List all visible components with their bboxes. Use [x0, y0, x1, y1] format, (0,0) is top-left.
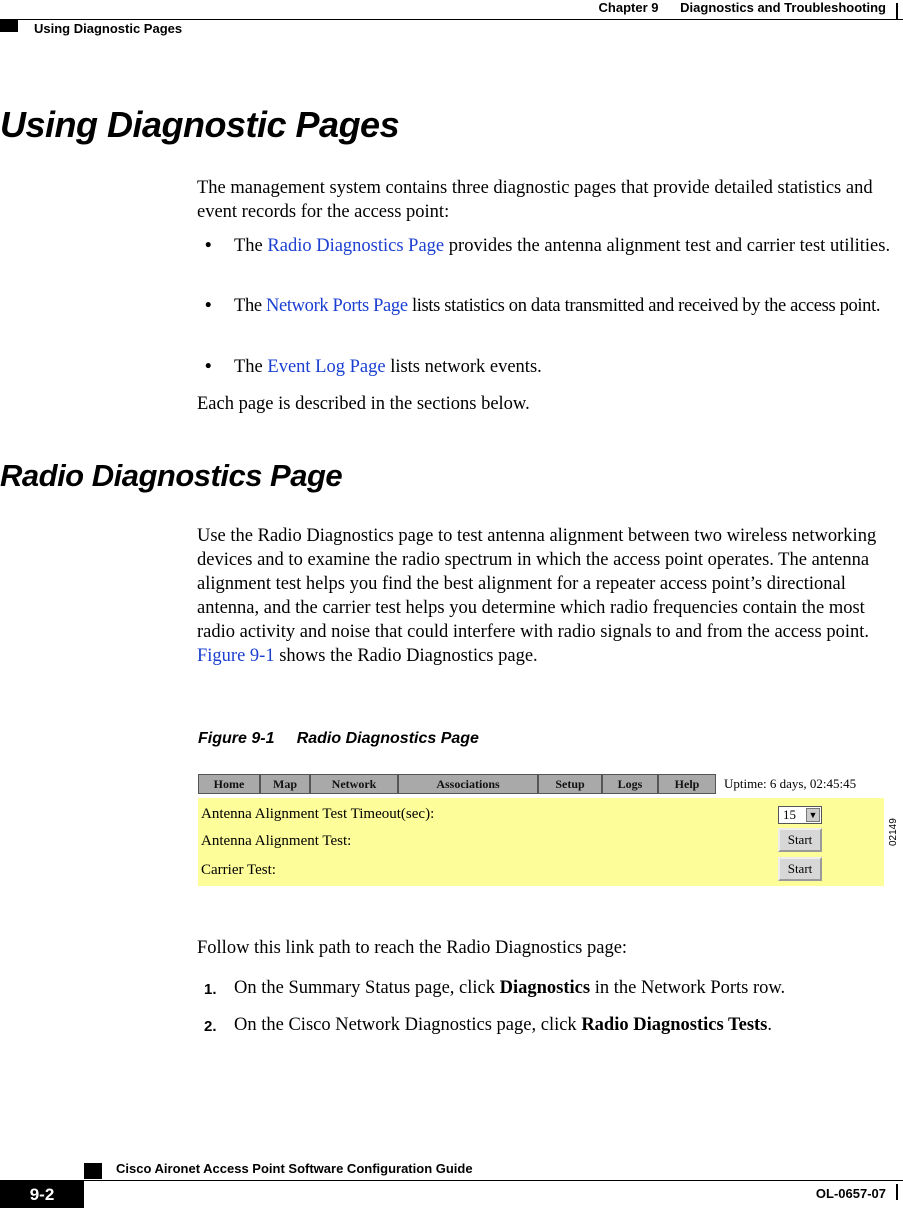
carrier-test-label: Carrier Test: [201, 862, 276, 878]
chevron-down-icon: ▼ [806, 808, 820, 822]
bullet-suffix: provides the antenna alignment test and carrier test utilities. [444, 236, 891, 256]
bullet-prefix: The [234, 357, 268, 377]
intro-paragraph: The management system contains three diagnostic pages that provide detailed statistics and event records for the access point: [197, 178, 873, 222]
network-ports-page-link[interactable]: Network Ports Page [266, 296, 408, 316]
bullet-prefix: The [234, 296, 266, 316]
header-mark-right [896, 3, 898, 19]
procedure-step-1 [204, 976, 894, 1000]
nav-logs-button[interactable]: Logs [602, 774, 658, 794]
footer-rule [0, 1180, 903, 1181]
step-number: 2. [204, 1018, 217, 1035]
bullet-network-ports [205, 294, 900, 318]
step-text: On the Summary Status page, click [234, 978, 500, 998]
header-rule [0, 19, 903, 20]
nav-bar [198, 774, 716, 794]
timeout-value: 15 [783, 807, 796, 822]
timeout-label: Antenna Alignment Test Timeout(sec): [201, 806, 435, 822]
step-text-end: . [767, 1015, 773, 1035]
paragraph-text-end: shows the Radio Diagnostics page. [274, 646, 538, 666]
bullet-suffix: lists statistics on data transmitted and received by the access point. [407, 296, 881, 316]
running-header-section: Using Diagnostic Pages [34, 21, 183, 36]
radio-diagnostics-paragraph [197, 524, 897, 668]
nav-network-button[interactable]: Network [310, 774, 398, 794]
doc-id: OL-0657-07 [815, 1186, 886, 1201]
bullet-prefix: The [234, 236, 268, 256]
antenna-alignment-label: Antenna Alignment Test: [201, 833, 352, 849]
step-text-end: in the Network Ports row. [590, 978, 786, 998]
nav-home-button[interactable]: Home [198, 774, 260, 794]
nav-setup-button[interactable]: Setup [538, 774, 602, 794]
paragraph-text: Use the Radio Diagnostics page to test antenna alignment between two wireless networking devices and to examine the radio spectrum in which the access point operates. The antenna alignment test helps you find the best alignment for a repeater access point’s directional antenna, and the carrier test helps you determine which radio frequencies contain the most radio activity and noise that could interfere with radio signals to and from the access point. [197, 526, 877, 642]
page-number: 9-2 [0, 1181, 84, 1208]
step-bold: Radio Diagnostics Tests [581, 1015, 768, 1035]
footer-mark-right [896, 1184, 898, 1200]
uptime-text: Uptime: 6 days, 02:45:45 [724, 776, 857, 791]
carrier-test-start-button[interactable]: Start [778, 857, 822, 881]
footer-guide-title: Cisco Aironet Access Point Software Configuration Guide [116, 1161, 473, 1176]
bullet-mark: • [205, 296, 212, 316]
nav-help-button[interactable]: Help [658, 774, 716, 794]
procedure-intro: Follow this link path to reach the Radio Diagnostics page: [197, 938, 628, 958]
figure-id: 02149 [888, 818, 899, 846]
nav-map-button[interactable]: Map [260, 774, 310, 794]
running-header-chapter: Chapter 9 Diagnostics and Troubleshooting [598, 0, 886, 15]
bullet-mark: • [205, 357, 212, 377]
figure-9-1-link[interactable]: Figure 9-1 [197, 646, 275, 666]
section-title-radio-diagnostics-page: Radio Diagnostics Page [0, 458, 343, 493]
footer-mark [84, 1163, 102, 1179]
radio-diagnostics-screenshot [198, 774, 899, 888]
antenna-alignment-start-button[interactable]: Start [778, 828, 822, 852]
outro-paragraph: Each page is described in the sections below. [197, 394, 530, 414]
bullet-event-log [205, 355, 900, 379]
diagnostics-panel [198, 798, 884, 886]
bullet-mark: • [205, 236, 212, 256]
figure-caption: Figure 9-1 Radio Diagnostics Page [198, 730, 479, 747]
step-number: 1. [204, 981, 217, 998]
procedure-step-2 [204, 1013, 894, 1037]
timeout-select[interactable] [778, 806, 822, 824]
event-log-page-link[interactable]: Event Log Page [267, 357, 386, 377]
header-mark-left [0, 20, 18, 32]
bullet-radio-diagnostics [205, 234, 900, 258]
step-text: On the Cisco Network Diagnostics page, click [234, 1015, 582, 1035]
section-title-using-diagnostic-pages: Using Diagnostic Pages [0, 104, 400, 145]
radio-diagnostics-page-link[interactable]: Radio Diagnostics Page [267, 236, 445, 256]
nav-associations-button[interactable]: Associations [398, 774, 538, 794]
step-bold: Diagnostics [499, 978, 591, 998]
bullet-suffix: lists network events. [385, 357, 542, 377]
